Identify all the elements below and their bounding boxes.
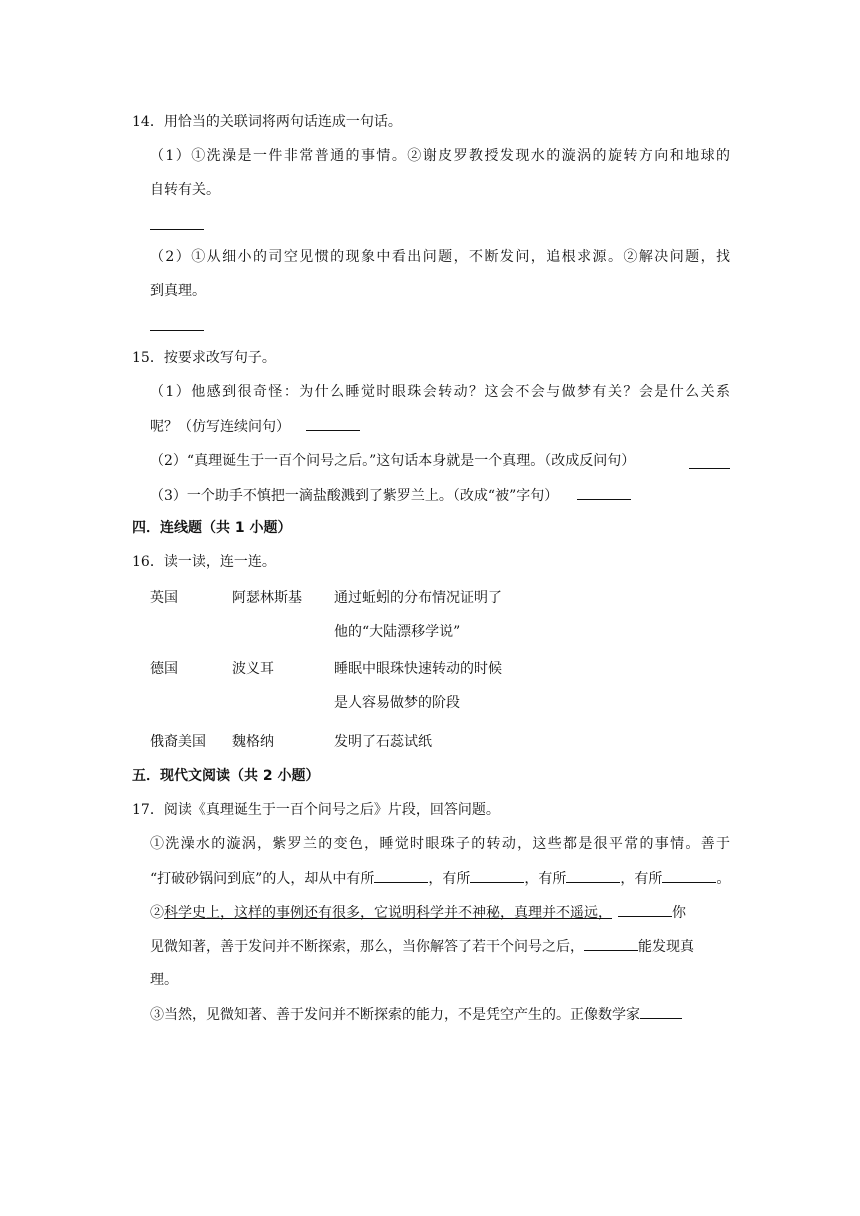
q17-para3-line1 <box>150 1004 682 1025</box>
q17-blank-3[interactable] <box>566 868 620 883</box>
q15-part3-answer-blank[interactable] <box>577 485 631 500</box>
q17-blank-1[interactable] <box>374 868 428 883</box>
q17-para1-text-a: “打破砂锅问到底”的人，却从中有所 <box>150 871 375 887</box>
q17-blank-5[interactable] <box>618 902 672 917</box>
q17-para1-line1: ①洗澡水的漩涡，紫罗兰的变色，睡觉时眼珠子的转动，这些都是很平常的事情。善于 <box>150 836 730 852</box>
q16-person-1[interactable]: 阿瑟林斯基 <box>232 590 302 606</box>
q15-part2-text: （2）“真理诞生于一百个问号之后。”这句话本身就是一个真理。（改成反问句） <box>150 453 636 469</box>
q16-country-1[interactable]: 英国 <box>150 590 178 606</box>
q17-para2-underlined-sentence: 科学史上，这样的事例还有很多，它说明科学并不神秘，真理并不遥远， <box>164 905 612 921</box>
section4-heading: 四．连线题（共 1 小题） <box>132 520 292 536</box>
q16-country-2[interactable]: 德国 <box>150 661 178 677</box>
q16-fact-1-line1[interactable]: 通过蚯蚓的分布情况证明了 <box>334 590 502 606</box>
q15-title: 15．按要求改写句子。 <box>132 350 276 366</box>
q17-para3-text: ③当然，见微知著、善于发问并不断探索的能力，不是凭空产生的。正像数学家 <box>150 1007 640 1023</box>
q17-blank-7[interactable] <box>640 1004 682 1019</box>
q16-fact-2-line1[interactable]: 睡眠中眼珠快速转动的时候 <box>334 661 502 677</box>
q14-part1-line1: （1）①洗澡是一件非常普通的事情。②谢皮罗教授发现水的漩涡的旋转方向和地球的 <box>150 148 730 164</box>
q16-person-3[interactable]: 魏格纳 <box>232 734 274 750</box>
q16-fact-1-line2[interactable]: 他的“大陆漂移学说” <box>334 624 461 640</box>
q15-part3-text: （3）一个助手不慎把一滴盐酸溅到了紫罗兰上。（改成“被”字句） <box>150 488 559 504</box>
q14-part1-answer-blank[interactable] <box>150 229 204 230</box>
section5-heading: 五．现代文阅读（共 2 小题） <box>132 768 320 784</box>
q16-fact-2-line2[interactable]: 是人容易做梦的阶段 <box>334 695 460 711</box>
q14-title: 14．用恰当的关联词将两句话连成一句话。 <box>132 114 402 130</box>
q14-part2-line2: 到真理。 <box>150 283 206 299</box>
q17-para2-line3: 理。 <box>150 972 178 988</box>
q17-para2-line1 <box>150 902 686 923</box>
q16-person-2[interactable]: 波义耳 <box>232 661 274 677</box>
q14-part2-answer-blank[interactable] <box>150 330 204 331</box>
q17-para1-line2 <box>150 868 730 889</box>
q15-part2 <box>150 451 730 471</box>
q15-part1-answer-blank[interactable] <box>306 416 360 431</box>
q17-para2-text-b: 能发现真 <box>638 939 694 955</box>
q14-part1-line2: 自转有关。 <box>150 182 220 198</box>
q17-blank-6[interactable] <box>584 936 638 951</box>
q17-para2-number: ② <box>150 905 164 921</box>
q17-para1-text-d: ，有所 <box>620 871 663 887</box>
q17-para2-line2 <box>150 936 694 957</box>
q17-para2-line1-end: 你 <box>672 905 686 921</box>
q17-para1-text-e: 。 <box>716 871 731 887</box>
q17-blank-4[interactable] <box>662 868 716 883</box>
q16-fact-3-line1[interactable]: 发明了石蕊试纸 <box>334 734 432 750</box>
q15-part2-answer-blank[interactable] <box>689 454 730 469</box>
q17-title: 17．阅读《真理诞生于一百个问号之后》片段，回答问题。 <box>132 802 500 818</box>
q16-country-3[interactable]: 俄裔美国 <box>150 734 206 750</box>
q17-para1-text-c: ，有所 <box>524 871 567 887</box>
q15-part1-line2 <box>150 416 360 437</box>
q17-para1-text-b: ，有所 <box>428 871 471 887</box>
q15-part3 <box>150 485 631 506</box>
q17-para2-text-a: 见微知著，善于发问并不断探索，那么，当你解答了若干个问号之后， <box>150 939 584 955</box>
q17-blank-2[interactable] <box>470 868 524 883</box>
q16-title: 16．读一读，连一连。 <box>132 554 276 570</box>
q15-part1-line2-text: 呢？（仿写连续问句） <box>150 419 290 435</box>
q15-part1-line1: （1）他感到很奇怪：为什么睡觉时眼珠会转动？这会不会与做梦有关？会是什么关系 <box>150 384 730 400</box>
q14-part2-line1: （2）①从细小的司空见惯的现象中看出问题，不断发问，追根求源。②解决问题，找 <box>150 249 730 265</box>
